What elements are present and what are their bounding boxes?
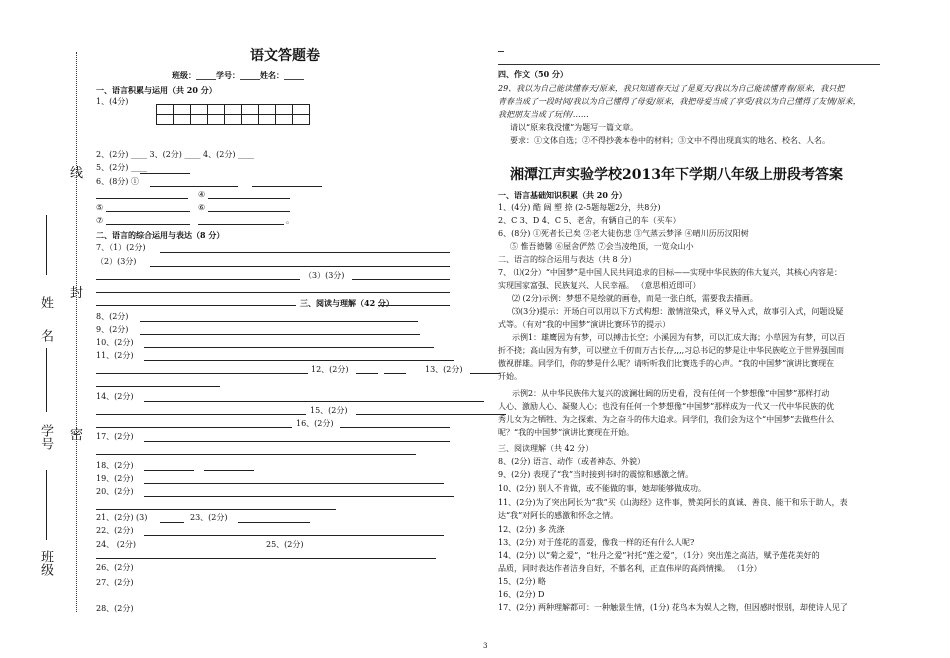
q16-label: 16、(2分) bbox=[296, 419, 334, 428]
q15-label: 15、(2分) bbox=[310, 406, 348, 415]
q23-blank[interactable] bbox=[238, 522, 310, 523]
q6-mark-6: ⑥ bbox=[198, 203, 206, 212]
binding-char-feng: 封 bbox=[70, 286, 84, 301]
q6-blank-5[interactable] bbox=[106, 211, 190, 212]
q12-blank-2[interactable] bbox=[384, 373, 406, 374]
q17-label: 17、(2分) bbox=[96, 432, 134, 441]
section-3-heading: 三、阅读与理解（42 分） bbox=[300, 298, 394, 308]
q18-blank-2[interactable] bbox=[204, 470, 254, 471]
binding-dotted-line bbox=[76, 52, 77, 612]
number-blank bbox=[46, 348, 47, 412]
q12-blank[interactable] bbox=[356, 373, 378, 374]
answer-7-line-2: 实现国家富强、民族复兴、人民幸福。 （意思相近即可） bbox=[498, 281, 701, 290]
q10-label: 10、(2分) bbox=[96, 338, 134, 347]
q7-2-label: （2）(3分) bbox=[96, 257, 137, 266]
name-label: 姓 名 bbox=[38, 296, 53, 351]
q19-blank[interactable] bbox=[144, 483, 444, 484]
answer-7-line-5: 式等。（有对“我的中国梦”演讲比赛环节的提示） bbox=[498, 320, 671, 329]
q5-blank-2[interactable] bbox=[140, 173, 190, 174]
q27-label: 27、(2分) bbox=[96, 578, 134, 587]
q6-blank-7[interactable] bbox=[106, 224, 190, 225]
q7-1-blank[interactable] bbox=[160, 252, 450, 253]
q28-label: 28、(2分) bbox=[96, 604, 134, 613]
q7-3-blank-2[interactable] bbox=[96, 292, 450, 293]
q1-writing-grid[interactable] bbox=[156, 104, 310, 125]
q11-blank-2[interactable] bbox=[96, 373, 308, 374]
section-3-line bbox=[378, 305, 450, 306]
q13-blank-2[interactable] bbox=[96, 386, 220, 387]
q6-blank-6[interactable] bbox=[208, 211, 290, 212]
q7-1-label: 7、（1）(2分) bbox=[96, 243, 146, 252]
q7-3-blank-3[interactable] bbox=[96, 305, 296, 306]
q20-blank-2[interactable] bbox=[96, 509, 336, 510]
q9-blank[interactable] bbox=[140, 334, 420, 335]
q29-text-2: 青春当成了一段时间/我以为自己懂得了母爱/原来，我把母爱当成了享受/我以为自己懂得了友情/原来， bbox=[498, 97, 861, 106]
q6-mark-7: ⑦ bbox=[96, 216, 104, 225]
answer-14-line-1: 14、(2分) 以“菊之爱”，“牡丹之爱”衬托“莲之爱”，（1分）突出莲之高洁，赋予莲花美好的 bbox=[498, 551, 820, 560]
q6-blank-8[interactable] bbox=[198, 224, 284, 225]
answer-sheet-title: 语文答题卷 bbox=[250, 48, 320, 64]
q15-blank[interactable] bbox=[356, 414, 506, 415]
q6-line: 6、(8分) ① bbox=[96, 177, 139, 186]
q19-label: 19、(2分) bbox=[96, 474, 134, 483]
q6-mark-5: ⑤ bbox=[96, 203, 104, 212]
q21-blank[interactable] bbox=[160, 522, 184, 523]
answer-17: 17、(2分) 两种理解都可：一种触景生情，(1分) 花鸟本为娱人之物，但因感时恨别，却使诗人见了 bbox=[498, 603, 848, 612]
answer-13: 13、(2分) 对于莲花的喜爱，像我一样的还有什么人呢? bbox=[498, 538, 695, 547]
answer-7-line-13: 呢？“我的中国梦”演讲比赛现在开始。 bbox=[498, 428, 635, 437]
q14-label: 14、(2分) bbox=[96, 392, 134, 401]
q11-label: 11、(2分) bbox=[96, 351, 134, 360]
top-rule bbox=[498, 64, 880, 65]
q6-blank-1[interactable] bbox=[150, 186, 238, 187]
answer-14-line-2: 品质，同时表达作者洁身自好，不慕名利，正直伟岸的高尚情操。 （1分） bbox=[498, 564, 762, 573]
answer-key-title: 湘潭江声实验学校2013年下学期八年级上册段考答案 bbox=[510, 167, 843, 183]
q7-2-blank-2[interactable] bbox=[96, 279, 300, 280]
q14-blank-2[interactable] bbox=[96, 414, 306, 415]
section-1-heading: 一、语言积累与运用（共 20 分） bbox=[96, 85, 217, 95]
answer-11-line-1: 11、(2分)为了突出阿长为“我”买《山海经》这件事，赞美阿长的真诚、善良、能干和乐于助人，表 bbox=[498, 498, 848, 507]
q18-label: 18、(2分) bbox=[96, 461, 134, 470]
answer-7-line-12: 秀儿女为之牺牲、为之探索、为之奋斗的伟大追求。同学们，我们会为这个“中国梦”去做些什么 bbox=[498, 415, 835, 424]
answer-7-line-1: 7、 ⑴(2分）“中国梦”是中国人民共同追求的目标——实现中华民族的伟大复兴，其核心内容是： bbox=[498, 268, 843, 277]
binding-char-mi: 密 bbox=[70, 428, 84, 443]
q29-text-3: 我把朋友当成了玩伴/…… bbox=[498, 110, 589, 119]
number-label: 学号 bbox=[38, 424, 53, 450]
answer-10: 10、(2分) 别人不肯做，或不能做的事，她却能够做成功。 bbox=[498, 484, 707, 493]
q10-blank[interactable] bbox=[144, 347, 434, 348]
name-blank bbox=[46, 215, 47, 275]
class-label: 班级 bbox=[38, 550, 53, 576]
q23-label: 23、(2分) bbox=[190, 513, 228, 522]
q12-label: 12、(2分) bbox=[311, 365, 349, 374]
q2-4-line: 2、(2分) ____ 3、(2分) ____ 4、(2分) ____ bbox=[96, 150, 254, 159]
answer-7-line-10: 示例2：从中华民族伟大复兴的波澜壮阔的历史看，没有任何一个梦想像“中国梦”那样打动 bbox=[512, 389, 830, 398]
answer-8: 8、(2分) 语言、动作（或者神态、外貌） bbox=[498, 457, 645, 466]
q29-requirements: 要求：①文体自选；②不得抄袭本卷中的材料；③文中不得出现真实的地名、校名、人名。 bbox=[510, 136, 830, 145]
q24-label: 24、 (2分) bbox=[96, 540, 137, 549]
q8-blank[interactable] bbox=[140, 321, 418, 322]
q25-label: 25、(2分) bbox=[266, 540, 304, 549]
q26-label: 26、(2分) bbox=[96, 563, 134, 572]
binding-char-xian: 线 bbox=[70, 166, 84, 181]
q6-end: 。 bbox=[286, 216, 294, 225]
q6-blank-4[interactable] bbox=[208, 198, 290, 199]
answer-section-2: 二、语言的综合运用与表达（共 8 分） bbox=[498, 255, 637, 264]
answer-15: 15、(2分) 略 bbox=[498, 577, 547, 586]
class-blank bbox=[46, 470, 47, 540]
q22-label: 22、(2分) bbox=[96, 526, 134, 535]
section-4-heading: 四、作文（50 分） bbox=[498, 69, 568, 79]
answer-6-line-1: 6、(8分) ①死者长已矣 ②老大徒伤悲 ③气蒸云梦泽 ④晴川历历汉阳树 bbox=[498, 229, 749, 238]
q15-blank-2[interactable] bbox=[96, 427, 292, 428]
q6-blank-3[interactable] bbox=[96, 198, 188, 199]
q9-label: 9、(2分) bbox=[96, 325, 129, 334]
q18-blank[interactable] bbox=[144, 470, 194, 471]
answer-6-line-2: ⑤ 惟吾德馨 ⑥屋舍俨然 ⑦会当凌绝顶，一览众山小 bbox=[510, 242, 694, 251]
answer-16: 16、(2分) D bbox=[498, 590, 545, 599]
q17-blank-2[interactable] bbox=[96, 454, 416, 455]
answer-7-line-11: 人心、激励人心、凝聚人心；也没有任何一个梦想像“中国梦”那样成为一代又一代中华民族的优 bbox=[498, 402, 835, 411]
q7-2-blank[interactable] bbox=[150, 266, 450, 267]
q29-text-1: 29、我以为自己能读懂春天/原来，我只知道春天过了是夏天/我以为自己能读懂青春/原来，我只把 bbox=[498, 84, 845, 93]
q1-label: 1、(4分) bbox=[96, 97, 129, 106]
section-2-heading: 二、语言的综合运用与表达（8 分） bbox=[96, 230, 225, 240]
answer-section-1: 一、语言基础知识积累（共 20 分） bbox=[498, 190, 627, 200]
answer-2-5: 2、C 3、D 4、C 5、老舍，有辆自己的车（买车） bbox=[498, 216, 681, 225]
q13-label: 13、(2分) bbox=[425, 365, 463, 374]
q7-3-blank[interactable] bbox=[352, 279, 450, 280]
q16-blank[interactable] bbox=[340, 427, 450, 428]
answer-7-line-7: 折不挠；高山因为有梦，可以壁立千仞而万古长存,,,,习总书记的梦是让中华民族屹立于世界强国而 bbox=[498, 346, 845, 355]
q7-3-label: （3）(3分) bbox=[304, 271, 345, 280]
answer-section-3: 三、阅读理解（共 42 分） bbox=[498, 444, 594, 453]
page-number: 3 bbox=[483, 642, 488, 650]
q17-blank[interactable] bbox=[144, 441, 450, 442]
q25-blank[interactable] bbox=[96, 558, 436, 559]
q20-label: 20、(2分) bbox=[96, 487, 134, 496]
q6-blank-2[interactable] bbox=[252, 186, 322, 187]
answer-7-line-4: ⑶(3分)提示：开场白可以用以下方式构想：激情渲染式，释义导入式，故事引入式，问题设疑 bbox=[512, 307, 844, 316]
q11-blank[interactable] bbox=[144, 360, 454, 361]
answer-11-line-2: 达“我”对阿长的感激和怀念之情。 bbox=[498, 511, 619, 520]
answer-7-line-3: ⑵ (2分)示例：梦想不是绘就的画卷，而是一张白纸，需要我去描画。 bbox=[512, 294, 758, 303]
q6-mark-4: ④ bbox=[198, 190, 206, 199]
answer-7-line-8: 傲视群雄。同学们，你的梦是什么呢？请听听我们比赛选手的心声。“我的中国梦”演讲比赛现在 bbox=[498, 359, 835, 368]
q13-blank[interactable] bbox=[470, 373, 500, 374]
answer-7-line-9: 开始。 bbox=[498, 372, 522, 381]
q22-blank[interactable] bbox=[144, 535, 444, 536]
top-dash bbox=[498, 51, 504, 52]
student-info: 班级：_____学号：_____姓名：_____ bbox=[172, 70, 304, 80]
q14-blank[interactable] bbox=[144, 401, 484, 402]
q5-line: 5、(2分) ____ bbox=[96, 163, 147, 172]
q20-blank[interactable] bbox=[144, 496, 454, 497]
answer-7-line-6: 示例1：雄鹰因为有梦，可以搏击长空；小溪因为有梦，可以汇成大海；小草因为有梦，可以百 bbox=[512, 333, 846, 342]
q29-prompt: 请以“原来我没懂”为题写一篇文章。 bbox=[510, 123, 639, 132]
q8-label: 8、(2分) bbox=[96, 312, 129, 321]
answer-1: 1、(4分) 酷 阔 塑 捺 (2-5题每题2分，共8分) bbox=[498, 203, 661, 212]
answer-12: 12、(2分) 多 洗涤 bbox=[498, 525, 565, 534]
answer-9: 9、(2分) 表现了“我”当时接到书时的震惊和感激之情。 bbox=[498, 470, 694, 479]
q21-label: 21、(2分) (3) bbox=[96, 513, 148, 522]
